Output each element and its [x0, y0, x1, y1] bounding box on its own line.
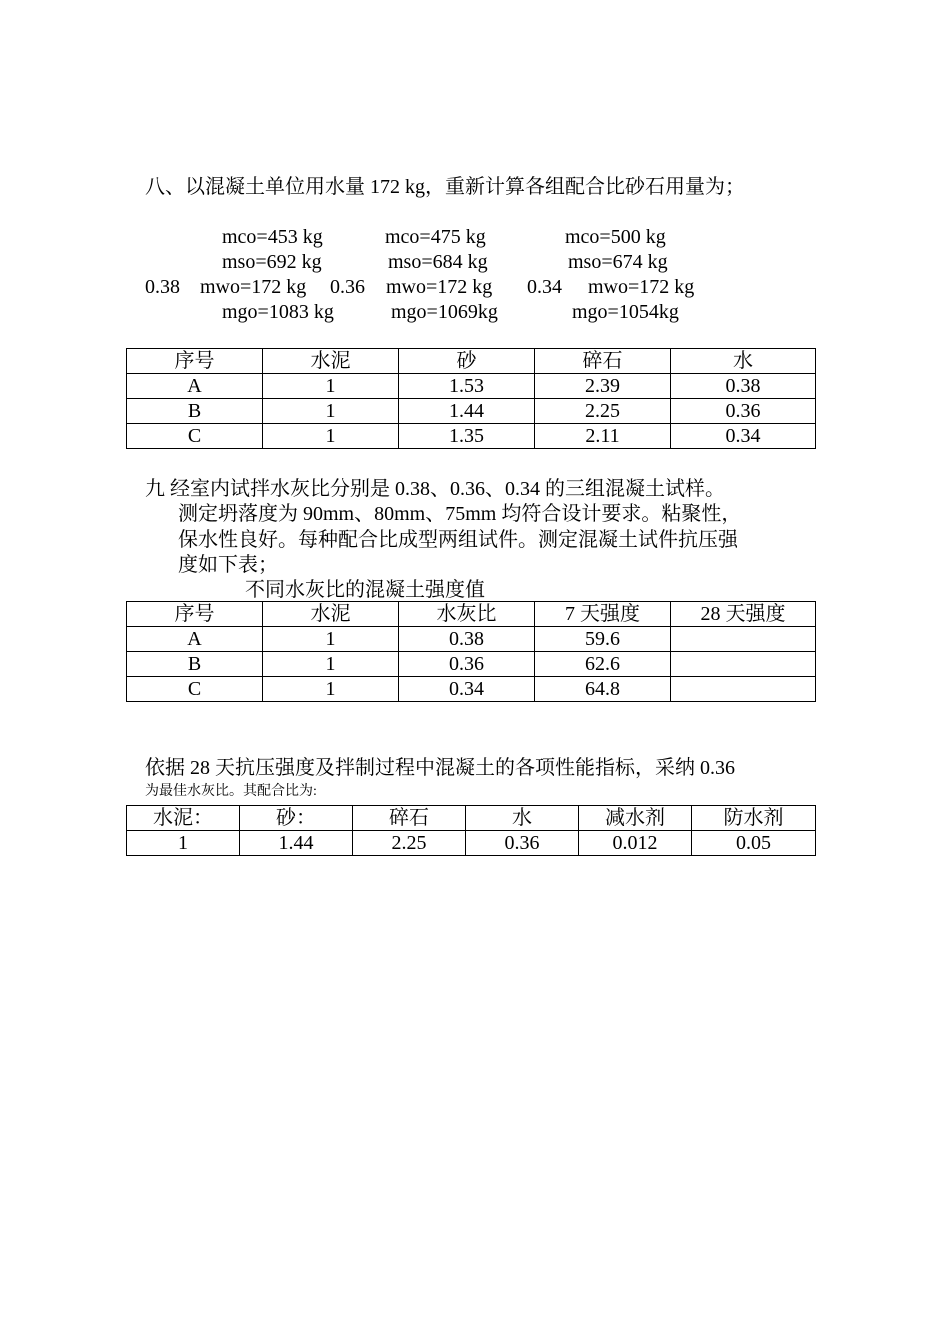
- header-cell: 28 天强度: [671, 602, 816, 627]
- mix-ratio-table: [126, 348, 816, 449]
- table-cell: 0.34: [671, 424, 816, 449]
- table-cell: 0.05: [692, 831, 816, 856]
- header-cell: 水: [671, 349, 816, 374]
- mix-row4-a: mgo=1083 kg: [222, 301, 334, 323]
- section9-line1: 九 经室内试拌水灰比分别是 0.38、0.36、0.34 的三组混凝土试样。: [145, 478, 725, 500]
- header-cell: 防水剂: [692, 806, 816, 831]
- table-cell: B: [127, 652, 263, 677]
- mix-row3-a: mwo=172 kg: [200, 276, 307, 298]
- table-cell: 1.44: [399, 399, 535, 424]
- mix-ratio-2: 0.36: [330, 276, 365, 298]
- table-cell: 62.6: [535, 652, 671, 677]
- table-cell: 1: [263, 677, 399, 702]
- header-cell: 7 天强度: [535, 602, 671, 627]
- header-cell: 水泥: [263, 349, 399, 374]
- mix-row1-c: mco=500 kg: [565, 226, 666, 248]
- table-cell: C: [127, 677, 263, 702]
- mix-row1-a: mco=453 kg: [222, 226, 323, 248]
- table-cell: 1.53: [399, 374, 535, 399]
- table-cell: 2.39: [535, 374, 671, 399]
- table-header-row: [127, 602, 816, 627]
- header-cell: 碎石: [535, 349, 671, 374]
- table-cell: [671, 652, 816, 677]
- table-cell: C: [127, 424, 263, 449]
- table-cell: 2.25: [535, 399, 671, 424]
- table-header-row: [127, 349, 816, 374]
- strength-table-title: 不同水灰比的混凝土强度值: [245, 579, 485, 601]
- mix-ratio-3: 0.34: [527, 276, 562, 298]
- table-cell: 0.36: [466, 831, 579, 856]
- table-cell: 2.25: [353, 831, 466, 856]
- final-mix-table: [126, 805, 816, 856]
- header-cell: 水灰比: [399, 602, 535, 627]
- table-header-row: [127, 806, 816, 831]
- section9-line3: 保水性良好。每种配合比成型两组试件。测定混凝土试件抗压强: [178, 529, 738, 551]
- table-cell: 1: [127, 831, 240, 856]
- table-cell: [671, 627, 816, 652]
- table-cell: 1: [263, 374, 399, 399]
- table-cell: A: [127, 627, 263, 652]
- header-cell: 碎石: [353, 806, 466, 831]
- section9-line4: 度如下表；: [178, 554, 278, 576]
- section8-heading: 八、以混凝土单位用水量 172 kg，重新计算各组配合比砂石用量为；: [145, 176, 745, 198]
- header-cell: 水泥：: [127, 806, 240, 831]
- table-cell: 0.38: [671, 374, 816, 399]
- table-cell: 0.36: [671, 399, 816, 424]
- mix-row2-a: mso=692 kg: [222, 251, 322, 273]
- strength-table: [126, 601, 816, 702]
- table-cell: 64.8: [535, 677, 671, 702]
- mix-row4-c: mgo=1054kg: [572, 301, 679, 323]
- conclusion-line2: 为最佳水灰比。其配合比为:: [145, 784, 317, 799]
- table-cell: 1.44: [240, 831, 353, 856]
- mix-row3-b: mwo=172 kg: [386, 276, 493, 298]
- table-cell: 0.38: [399, 627, 535, 652]
- table-row: [127, 374, 816, 399]
- conclusion-line1: 依据 28 天抗压强度及拌制过程中混凝土的各项性能指标，采纳 0.36: [145, 757, 735, 779]
- table-cell: 0.34: [399, 677, 535, 702]
- table-cell: 2.11: [535, 424, 671, 449]
- table-cell: B: [127, 399, 263, 424]
- table-cell: 1: [263, 399, 399, 424]
- table-cell: 1: [263, 652, 399, 677]
- table-cell: 1.35: [399, 424, 535, 449]
- table-row: [127, 652, 816, 677]
- table-row: [127, 831, 816, 856]
- header-cell: 水泥: [263, 602, 399, 627]
- table-row: [127, 677, 816, 702]
- mix-row2-b: mso=684 kg: [388, 251, 488, 273]
- mix-ratio-1: 0.38: [145, 276, 180, 298]
- table-row: [127, 399, 816, 424]
- header-cell: 砂：: [240, 806, 353, 831]
- mix-row4-b: mgo=1069kg: [391, 301, 498, 323]
- table-cell: 0.36: [399, 652, 535, 677]
- header-cell: 水: [466, 806, 579, 831]
- mix-calculation-block: [0, 225, 950, 325]
- mix-row3-c: mwo=172 kg: [588, 276, 695, 298]
- header-cell: 序号: [127, 349, 263, 374]
- section9-line2: 测定坍落度为 90mm、80mm、75mm 均符合设计要求。粘聚性，: [178, 503, 742, 525]
- table-row: [127, 627, 816, 652]
- table-cell: 0.012: [579, 831, 692, 856]
- mix-row2-c: mso=674 kg: [568, 251, 668, 273]
- header-cell: 序号: [127, 602, 263, 627]
- table-cell: 1: [263, 627, 399, 652]
- table-cell: 1: [263, 424, 399, 449]
- table-cell: A: [127, 374, 263, 399]
- table-row: [127, 424, 816, 449]
- table-cell: 59.6: [535, 627, 671, 652]
- header-cell: 减水剂: [579, 806, 692, 831]
- header-cell: 砂: [399, 349, 535, 374]
- table-cell: [671, 677, 816, 702]
- mix-row1-b: mco=475 kg: [385, 226, 486, 248]
